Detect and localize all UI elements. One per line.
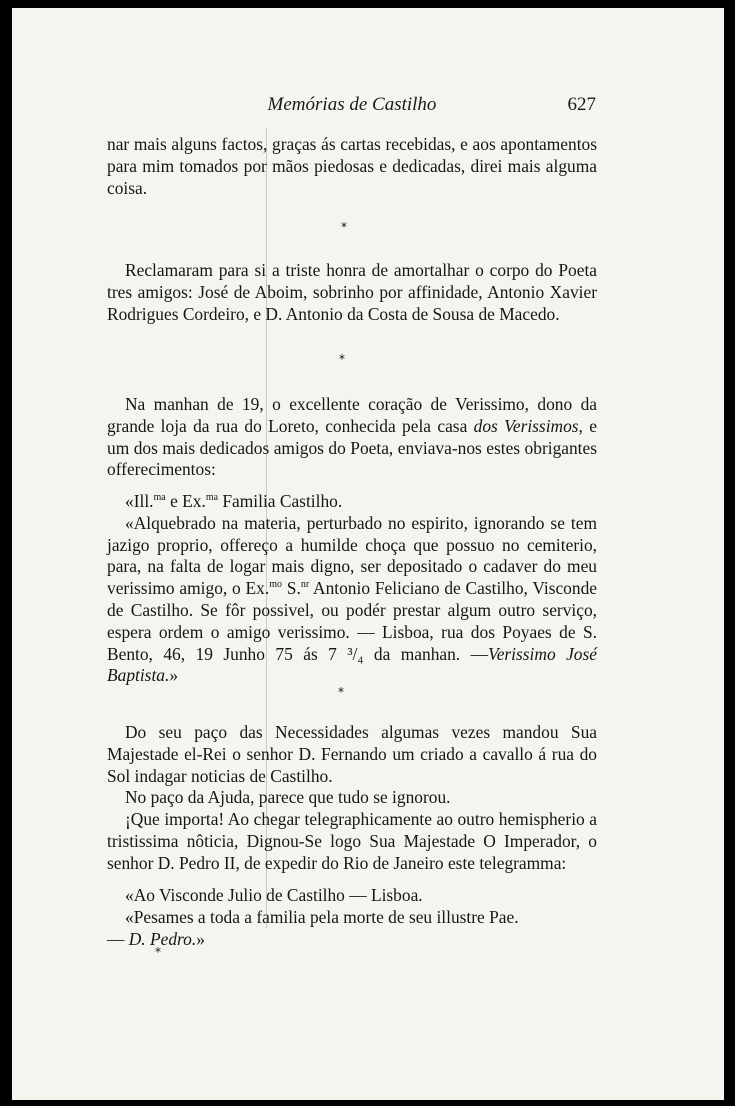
text-run: e Ex. (165, 491, 206, 511)
text-run: «Ill. (125, 491, 154, 511)
text-run: S. (282, 578, 301, 599)
text-run: » (196, 928, 205, 949)
page-header (108, 94, 596, 118)
superscript: ma (205, 492, 219, 504)
text-run: «Alquebrado na materia, perturbado no espirito, ignorando se tem jazigo proprio, offereço a humilde choça que possuo no cemiterio, para, na falta de logar mais digno, ser depositado o cadaver do meu verissimo amigo, o Ex. (107, 512, 597, 599)
paragraph-intro (107, 134, 597, 199)
letter-quote (107, 491, 597, 687)
section-separator-1: * (341, 220, 347, 234)
paragraph-text (107, 394, 597, 481)
page-number: 627 (567, 94, 596, 115)
telegram-signature: D. Pedro. (128, 928, 197, 949)
book-page (12, 8, 724, 1100)
section-separator-4: * (155, 945, 161, 959)
paragraph-text: nar mais alguns factos, graças ás cartas recebidas, e aos apontamentos para mim tomados por mãos piedosas e dedicadas, direi mais alguma coisa. (107, 134, 597, 198)
telegram-quote (107, 885, 597, 950)
telegram-address: «Ao Visconde Julio de Castilho — Lisboa. (125, 885, 423, 905)
text-run: e um dos mais dedicados amigos do Poeta, enviava-nos estes obrigantes offerecimentos: (107, 415, 597, 480)
text-run: » (169, 665, 179, 686)
superscript: ma (153, 492, 166, 504)
telegram-signature-line (107, 929, 597, 951)
paragraph-verissimo (107, 394, 597, 481)
paragraph-text: Do seu paço das Necessidades algumas vezes mandou Sua Majestade el-Rei o senhor D. Fernando um criado a cavallo á rua do Sol indagar noticias de Castilho. (107, 722, 597, 786)
text-run: Antonio Feliciano de Castilho, Visconde de Castilho. Se fôr possivel, ou podér prestar algum outro serviço, espera ordem o amigo verissimo. — Lisboa, rua dos Poyaes de S. Bento, 46, 19 Junho 75 ás 7 ³/₄ da manhan. — (107, 578, 597, 664)
section-separator-2: * (339, 352, 345, 366)
superscript: nr (300, 579, 310, 591)
letter-salutation (107, 491, 597, 513)
running-title: Memórias de Castilho (267, 94, 437, 115)
paragraph-text: Reclamaram para si a triste honra de amortalhar o corpo do Poeta tres amigos: José de Aboim, sobrinho por affinidade, Antonio Xavier Rodrigues Cordeiro, e D. Antonio da Costa de Sousa de Macedo. (107, 260, 597, 324)
paragraph-text: ¡Que importa! Ao chegar telegraphicamente ao outro hemispherio a tristissima nôticia, Dignou-Se logo Sua Majestade O Imperador, o senhor D. Pedro II, de expedir do Rio de Janeiro este telegramma: (107, 809, 597, 873)
telegram-body: «Pesames a toda a familia pela morte de seu illustre Pae. (125, 906, 519, 927)
paragraph-shroud (107, 260, 597, 325)
paragraph-emperor (107, 722, 597, 875)
section-separator-3: * (338, 685, 344, 699)
text-run: Familia Castilho. (218, 491, 343, 511)
shop-name: dos Verissimos, (473, 415, 583, 436)
text-run: Na manhan de 19, o excellente coração de Verissimo, dono da grande loja da rua do Loreto, conhecida pela casa (107, 394, 597, 436)
letter-signature: Verissimo José Baptista. (107, 643, 597, 686)
superscript: mo (269, 579, 282, 591)
text-run: — (107, 928, 129, 949)
letter-body (107, 513, 597, 687)
paragraph-text: No paço da Ajuda, parece que tudo se ignorou. (125, 787, 451, 808)
